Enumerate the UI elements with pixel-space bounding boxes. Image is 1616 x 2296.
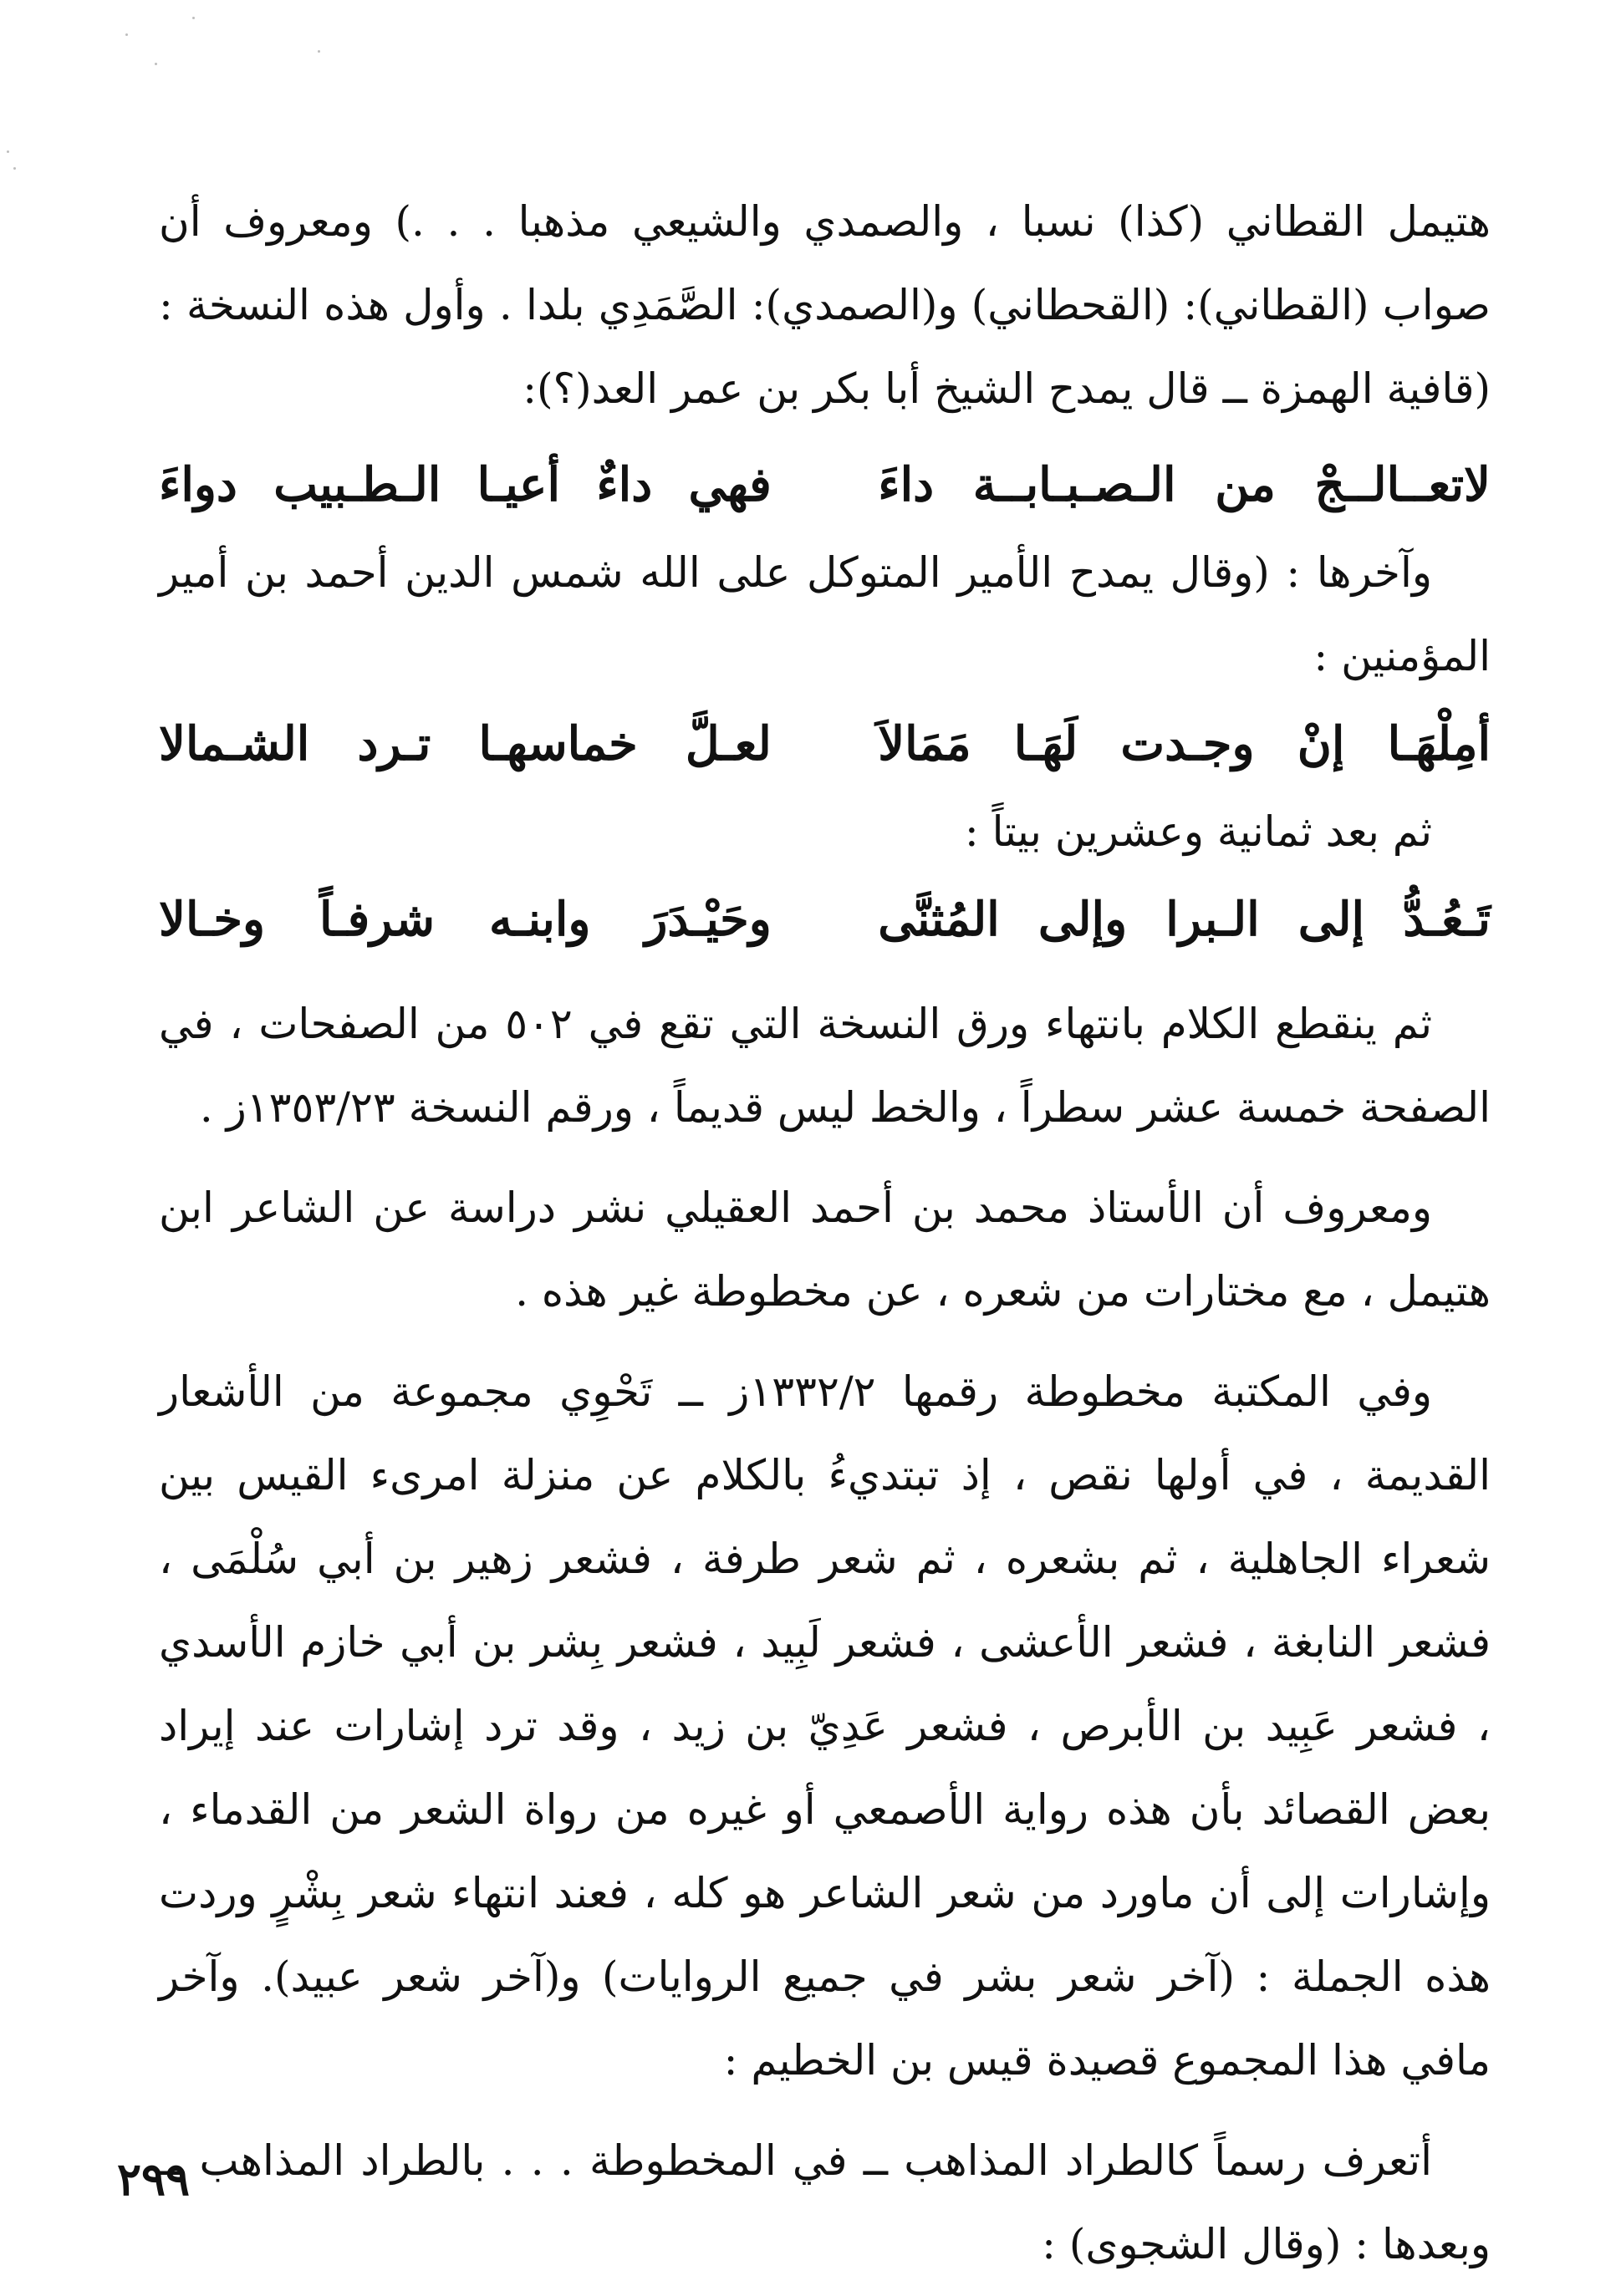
paragraph: وآخرها : (وقال يمدح الأمير المتوكل على الله شمس الدين أحمد بن أمير المؤمنين :: [159, 548, 1491, 680]
verse-second-hemistich: فهي داءٌ أعيـا الـطـبيب دواءَ: [159, 457, 772, 512]
paragraph: أتعرف رسماً كالطراد المذاهب ــ في المخطوطة . . . بالطراد المذاهب ــ وبعدها : (وقال الشجوى) :: [159, 2136, 1491, 2268]
verse-first-hemistich: لاتعــالــجْ من الـصـبـابــة داءَ: [878, 457, 1491, 512]
scan-speck: [13, 167, 16, 170]
scan-speck: [155, 63, 157, 65]
verse-second-hemistich: وحَيْـدَرَ وابنـه شرفـاً وخـالا: [159, 892, 772, 947]
paragraph: وفي المكتبة مخطوطة رقمها ١٣٣٢/٢ز ــ تَحْوِي مجموعة من الأشعار القديمة ، في أولها نقص ، إذ تبتديءُ بالكلام عن منزلة امرىء القيس بين شعراء الجاهلية ، ثم بشعره ، ثم شعر طرفة ، فشعر زهير بن أبي سُلْمَى ، فشعر النابغة ، فشعر الأعشى ، فشعر لَبِيد ، فشعر بِشر بن أبي خازم الأسدي ، فشعر عَبِيد بن الأبرص ، فشعر عَدِيّ بن زيد ، وقد ترد إشارات عند إيراد بعض القصائد بأن هذه رواية الأصمعي أو غيره من رواة الشعر من القدماء ، وإشارات إلى أن ماورد من شعر الشاعر هو كله ، فعند انتهاء شعر بِشْرٍ وردت هذه الجملة : (آخر شعر بشر في جميع الروايات) و(آخر شعر عبيد). وآخر مافي هذا المجموع قصيدة قيس بن الخطيم :: [159, 1367, 1491, 2085]
scan-speck: [318, 50, 320, 53]
verse-first-hemistich: تَـعُـدُّ إلى الـبرا وإلى المُثنَّى: [878, 892, 1491, 947]
verse-line: [159, 698, 1491, 790]
page-number: ٢٩٩: [117, 2152, 191, 2206]
scan-speck: [125, 33, 128, 36]
paragraph: ثم بعد ثمانية وعشرين بيتاً :: [964, 807, 1432, 856]
paragraph: ومعروف أن الأستاذ محمد بن أحمد العقيلي نشر دراسة عن الشاعر ابن هتيمل ، مع مختارات من شعره ، عن مخطوطة غير هذه .: [159, 1184, 1491, 1316]
scan-speck: [192, 17, 195, 19]
paragraph: هتيمل القطاني (كذا) نسبا ، والصمدي والشيعي مذهبا . . .) ومعروف أن صواب (القطاني): (القحطاني) و(الصمدي): الصَّمَدِي بلدا . وأول هذه النسخة : (قافية الهمزة ــ قال يمدح الشيخ أبا بكر بن عمر العد(؟):: [159, 197, 1491, 413]
verse-second-hemistich: لعـلَّ خماسهـا تـرد الشـمالا: [159, 716, 772, 771]
paragraph: ثم ينقطع الكلام بانتهاء ورق النسخة التي تقع في ٥٠٢ من الصفحات ، في الصفحة خمسة عشر سطراً ، والخط ليس قديماً ، ورقم النسخة ١٣٥٣/٢٣ز .: [159, 1000, 1491, 1132]
verse-first-hemistich: أمِلْهَـا إنْ وجـدت لَهَـا مَمَالاَ: [878, 716, 1491, 771]
scan-speck: [7, 150, 9, 153]
verse-line: [159, 873, 1491, 965]
verse-line: [159, 439, 1491, 531]
body-text: [159, 180, 1491, 2286]
